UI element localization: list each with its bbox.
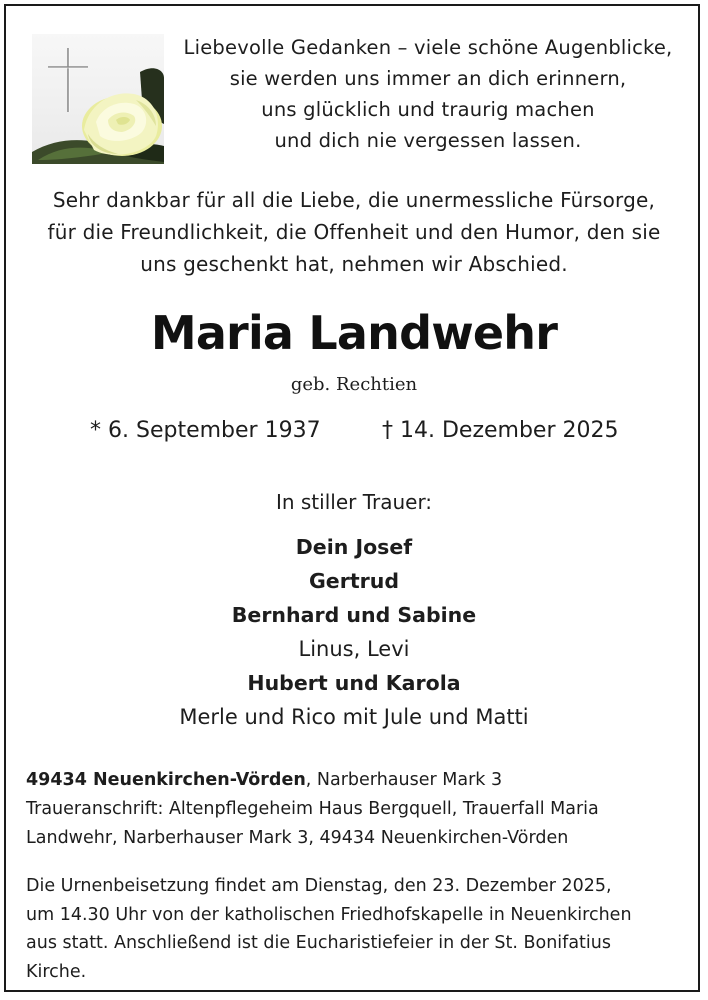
thanks-line: Sehr dankbar für all die Liebe, die unermessliche Fürsorge, bbox=[52, 188, 656, 212]
obituary-notice bbox=[4, 4, 700, 992]
birth-name: geb. Rechtien bbox=[290, 374, 418, 395]
poem-line: uns glücklich und traurig machen bbox=[261, 98, 595, 121]
thanks-line: für die Freundlichkeit, die Offenheit und den Humor, den sie bbox=[47, 220, 661, 244]
thanks-text bbox=[16, 184, 692, 280]
mourning-label: In stiller Trauer: bbox=[275, 490, 433, 514]
life-dates bbox=[6, 418, 702, 452]
deceased-name: Maria Landwehr bbox=[150, 306, 558, 360]
family-member: Merle und Rico mit Jule und Matti bbox=[179, 705, 529, 729]
address-block bbox=[26, 766, 686, 853]
address-city: 49434 Neuenkirchen-Vörden bbox=[26, 770, 306, 790]
cross-rose-image bbox=[32, 34, 164, 164]
poem-line: und dich nie vergessen lassen. bbox=[274, 129, 582, 152]
death-date: † 14. Dezember 2025 bbox=[382, 418, 619, 443]
burial-line: um 14.30 Uhr von der katholischen Friedhofskapelle in Neuenkirchen bbox=[26, 904, 632, 925]
poem bbox=[174, 32, 682, 156]
family-member: Linus, Levi bbox=[298, 637, 410, 661]
birth-date: * 6. September 1937 bbox=[90, 418, 321, 443]
address-line: Landwehr, Narberhauser Mark 3, 49434 Neuenkirchen-Vörden bbox=[26, 828, 569, 848]
family-list bbox=[6, 530, 702, 734]
poem-line: sie werden uns immer an dich erinnern, bbox=[229, 67, 627, 90]
rose-icon bbox=[32, 34, 164, 164]
address-street: , Narberhauser Mark 3 bbox=[305, 770, 503, 790]
burial-line: Kirche. bbox=[26, 961, 87, 982]
burial-line: Die Urnenbeisetzung findet am Dienstag, den 23. Dezember 2025, bbox=[26, 876, 612, 896]
address-line: Traueranschrift: Altenpflegeheim Haus Bergquell, Trauerfall Maria bbox=[26, 799, 599, 819]
family-member: Bernhard und Sabine bbox=[231, 603, 477, 627]
thanks-line: uns geschenkt hat, nehmen wir Abschied. bbox=[140, 252, 568, 276]
family-member: Hubert und Karola bbox=[247, 671, 461, 695]
address-line bbox=[26, 766, 686, 795]
burial-info bbox=[26, 872, 686, 986]
family-member: Gertrud bbox=[308, 569, 400, 593]
poem-line: Liebevolle Gedanken – viele schöne Augenblicke, bbox=[183, 36, 673, 59]
family-member: Dein Josef bbox=[295, 535, 413, 559]
burial-line: aus statt. Anschließend ist die Eucharistiefeier in der St. Bonifatius bbox=[26, 933, 611, 953]
